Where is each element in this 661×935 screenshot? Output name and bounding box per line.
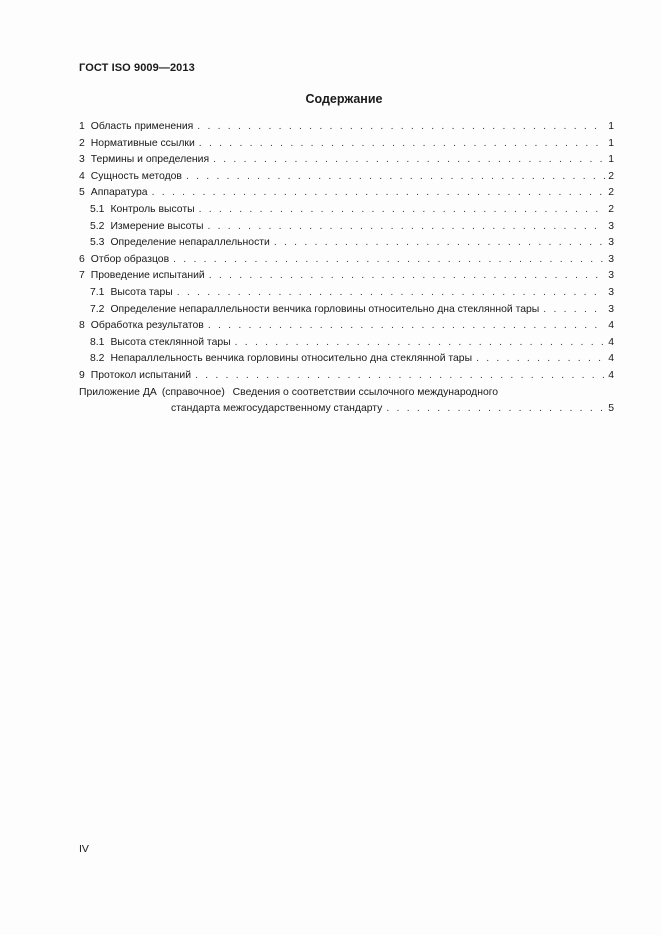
toc-entry-title: Высота тары — [110, 286, 173, 298]
dot-leader — [208, 318, 605, 335]
toc-entry-number: 2 — [79, 137, 85, 149]
toc-entry-5-1[interactable] — [79, 202, 614, 219]
toc-entry-page: 2 — [608, 187, 614, 199]
dot-leader — [197, 119, 605, 136]
dot-leader — [274, 235, 605, 252]
toc-entry-5[interactable] — [79, 185, 614, 202]
toc-entry-title: Высота стеклянной тары — [110, 336, 231, 348]
toc-entry-5-3[interactable] — [79, 235, 614, 252]
toc-entry-appendix[interactable] — [79, 385, 614, 418]
appendix-title-line2: стандарта межгосударственному стандарту — [171, 403, 383, 415]
toc-entry-3[interactable] — [79, 152, 614, 169]
toc-entry-page: 2 — [608, 170, 614, 182]
page-number: IV — [79, 843, 89, 855]
standard-header: ГОСТ ISO 9009—2013 — [79, 62, 195, 74]
toc-entry-number: 8.1 — [90, 336, 105, 348]
toc-entry-title: Определение непараллельности венчика горловины относительно дна стеклянной тары — [110, 303, 540, 315]
dot-leader — [207, 219, 605, 236]
toc-entry-number: 5.3 — [90, 237, 105, 249]
toc-entry-7-2[interactable] — [79, 302, 614, 319]
toc-entry-page: 1 — [608, 121, 614, 132]
dot-leader — [209, 268, 606, 285]
toc-entry-number: 8 — [79, 320, 85, 332]
toc-entry-8-1[interactable] — [79, 335, 614, 352]
dot-leader — [173, 252, 605, 269]
toc-entry-7-1[interactable] — [79, 285, 614, 302]
toc-entry-page: 1 — [608, 154, 614, 166]
dot-leader — [199, 202, 606, 219]
toc-entry-title: Контроль высоты — [110, 203, 195, 215]
appendix-heading-line — [79, 385, 614, 402]
toc-entry-page: 4 — [608, 353, 614, 365]
toc-entry-page: 4 — [608, 369, 614, 381]
toc-entry-title: Определение непараллельности — [110, 237, 270, 249]
dot-leader — [476, 351, 605, 368]
dot-leader — [543, 302, 605, 319]
toc-entry-page: 5 — [608, 403, 614, 415]
toc-entry-6[interactable] — [79, 252, 614, 269]
toc-entry-page: 2 — [608, 203, 614, 215]
toc-entry-page: 3 — [608, 303, 614, 315]
toc-entry-title: Нормативные ссылки — [90, 137, 195, 149]
toc-entry-page: 3 — [608, 237, 614, 249]
dot-leader — [186, 169, 605, 186]
toc-entry-title: Термины и определения — [90, 154, 210, 166]
toc-entry-1[interactable] — [79, 119, 614, 136]
toc-entry-7[interactable] — [79, 268, 614, 285]
appendix-title-line1: Сведения о соответствии ссылочного международного — [232, 386, 499, 398]
toc-entry-number: 4 — [79, 170, 85, 182]
toc-entry-4[interactable] — [79, 169, 614, 186]
dot-leader — [213, 152, 605, 169]
toc-entry-number: 9 — [79, 369, 85, 381]
toc-entry-title: Обработка результатов — [90, 320, 204, 332]
toc-entry-title: Отбор образцов — [90, 253, 170, 265]
toc-entry-number: 5.1 — [90, 203, 105, 215]
dot-leader — [386, 401, 605, 418]
dot-leader — [199, 136, 605, 153]
toc-entry-page: 4 — [608, 336, 614, 348]
toc-title: Содержание — [305, 92, 383, 106]
toc-entry-number: 7.1 — [90, 286, 105, 298]
toc-entry-number: 8.2 — [90, 353, 105, 365]
appendix-title-line — [79, 401, 614, 418]
table-of-contents — [79, 119, 614, 418]
appendix-type: (справочное) — [161, 386, 225, 398]
toc-entry-title: Протокол испытаний — [90, 369, 192, 381]
dot-leader — [235, 335, 606, 352]
toc-entry-number: 5 — [79, 187, 85, 199]
toc-entry-9[interactable] — [79, 368, 614, 385]
toc-entry-number: 1 — [79, 121, 85, 132]
toc-entry-number: 7.2 — [90, 303, 105, 315]
toc-entry-number: 6 — [79, 253, 85, 265]
dot-leader — [177, 285, 606, 302]
toc-entry-2[interactable] — [79, 136, 614, 153]
toc-entry-page: 3 — [608, 253, 614, 265]
toc-entry-title: Непараллельность венчика горловины относительно дна стеклянной тары — [110, 353, 473, 365]
toc-entry-8[interactable] — [79, 318, 614, 335]
toc-entry-title: Сущность методов — [90, 170, 182, 182]
dot-leader — [195, 368, 605, 385]
appendix-label: Приложение ДА — [79, 386, 157, 398]
toc-entry-page: 3 — [608, 286, 614, 298]
toc-entry-title: Аппаратура — [90, 187, 148, 199]
toc-entry-page: 3 — [608, 270, 614, 282]
toc-entry-page: 1 — [608, 137, 614, 149]
toc-entry-title: Проведение испытаний — [90, 270, 205, 282]
toc-entry-number: 5.2 — [90, 220, 105, 232]
toc-entry-title: Область применения — [90, 121, 194, 132]
toc-entry-number: 3 — [79, 154, 85, 166]
toc-entry-page: 3 — [608, 220, 614, 232]
toc-entry-8-2[interactable] — [79, 351, 614, 368]
toc-entry-5-2[interactable] — [79, 219, 614, 236]
dot-leader — [152, 185, 606, 202]
toc-entry-page: 4 — [608, 320, 614, 332]
toc-entry-number: 7 — [79, 270, 85, 282]
toc-entry-title: Измерение высоты — [110, 220, 204, 232]
